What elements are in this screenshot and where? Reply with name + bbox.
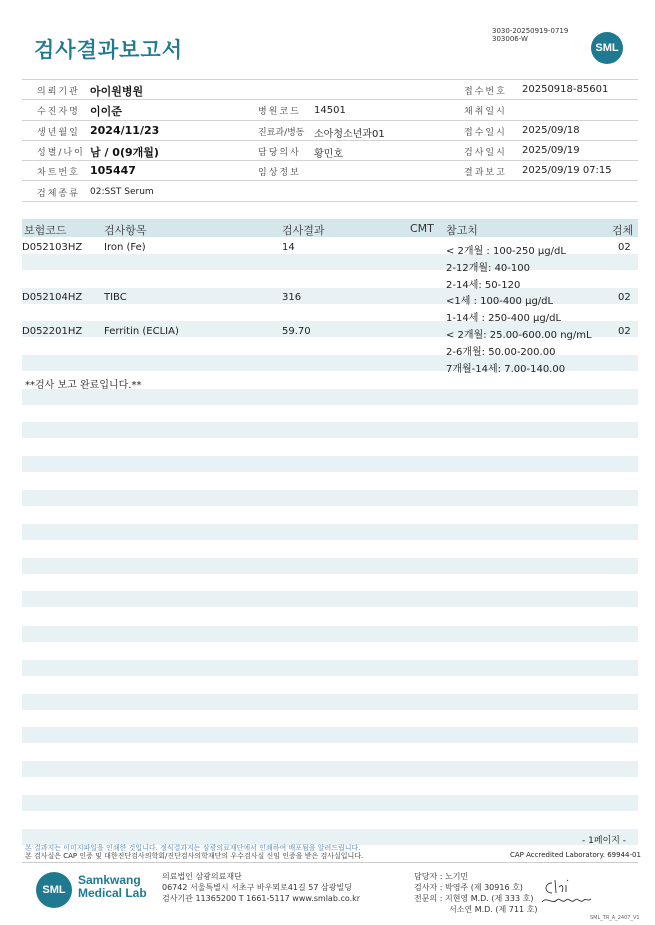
doctor-value: 황민호 bbox=[314, 149, 343, 160]
row-ref: < 2개월 : 100-250 μg/dL bbox=[446, 246, 566, 257]
table-stripe bbox=[22, 761, 638, 777]
table-stripe bbox=[22, 456, 638, 472]
req-org-label: 의뢰기관 bbox=[37, 87, 80, 97]
doc-no-line2: 303006-W bbox=[492, 35, 528, 43]
dob-label: 생년월일 bbox=[37, 128, 80, 138]
row-ref: 7개월-14세: 7.00-140.00 bbox=[446, 364, 566, 375]
chart-label: 차트번호 bbox=[37, 168, 80, 178]
row-ref: 2-14세: 50-120 bbox=[446, 280, 521, 291]
hosp-code-value: 14501 bbox=[314, 105, 346, 116]
document-number bbox=[492, 27, 568, 43]
col-result: 검사결과 bbox=[282, 224, 325, 237]
row-code: D052201HZ bbox=[22, 326, 83, 337]
col-specimen: 검체 bbox=[612, 224, 634, 237]
row-specimen: 02 bbox=[618, 292, 631, 303]
row-ref: < 2개월: 25.00-600.00 ng/mL bbox=[446, 330, 592, 341]
staff-manager: 담당자 : 노기민 bbox=[414, 872, 469, 881]
notice-image-copy: 본 결과지는 이미지파일을 인쇄한 것입니다. 정식결과지는 삼광의료재단에서 인쇄하여 배포됨을 알려드립니다. bbox=[25, 844, 361, 852]
row-ref: 1-14세 : 250-400 μg/dL bbox=[446, 313, 562, 324]
receipt-date-value: 2025/09/18 bbox=[522, 125, 580, 136]
col-ref: 참고치 bbox=[446, 224, 478, 237]
row-item: Iron (Fe) bbox=[104, 242, 146, 253]
doctor-label: 담당의사 bbox=[258, 148, 301, 158]
collect-date-label: 채취일시 bbox=[464, 107, 507, 117]
row-specimen: 02 bbox=[618, 242, 631, 253]
table-stripe bbox=[22, 558, 638, 574]
row-ref: 2-12개월: 40-100 bbox=[446, 263, 530, 274]
brand-line1: Samkwang bbox=[78, 873, 141, 887]
row-specimen: 02 bbox=[618, 326, 631, 337]
col-code: 보험코드 bbox=[24, 224, 67, 237]
staff-specialist-1: 전문의 : 지현영 M.D. (제 333 호) bbox=[414, 894, 534, 903]
row-item: TIBC bbox=[104, 292, 127, 303]
row-item: Ferritin (ECLIA) bbox=[104, 326, 179, 337]
table-stripe bbox=[22, 694, 638, 710]
results-table-header bbox=[22, 219, 638, 237]
row-result: 59.70 bbox=[282, 326, 311, 337]
row-ref: 2-6개월: 50.00-200.00 bbox=[446, 347, 556, 358]
form-code: SML_TR_A_2407_V1 bbox=[590, 915, 640, 921]
notice-cap: 본 검사실은 CAP 인증 및 대한진단검사의학회/진단검사의학재단의 우수검사실 신임 인증을 받은 검사실입니다. bbox=[25, 852, 364, 860]
test-date-label: 검사일시 bbox=[464, 148, 507, 158]
table-stripe bbox=[22, 660, 638, 676]
org-info bbox=[162, 871, 360, 904]
dob-value: 2024/11/23 bbox=[90, 124, 160, 137]
row-code: D052104HZ bbox=[22, 292, 83, 303]
receipt-no-label: 접수번호 bbox=[464, 87, 507, 97]
col-cmt: CMT bbox=[410, 222, 434, 235]
sex-age-label: 성별/나이 bbox=[37, 148, 85, 158]
staff-specialist-2: 서소연 M.D. (제 711 호) bbox=[449, 905, 538, 914]
specimen-label: 검체종류 bbox=[37, 189, 80, 199]
sml-logo: SML bbox=[591, 32, 623, 64]
report-complete-note: **검사 보고 완료입니다.** bbox=[25, 380, 142, 391]
table-stripe bbox=[22, 591, 638, 607]
row-code: D052103HZ bbox=[22, 242, 83, 253]
patient-label: 수진자명 bbox=[37, 107, 80, 117]
signature-image bbox=[538, 874, 594, 908]
page-number: - 1페이지 - bbox=[582, 836, 627, 846]
test-date-value: 2025/09/19 bbox=[522, 145, 580, 156]
cap-accreditation: CAP Accredited Laboratory. 69944-01 bbox=[510, 851, 641, 859]
table-stripe bbox=[22, 626, 638, 642]
brand-name bbox=[78, 874, 147, 900]
dept-label: 진료과/병동 bbox=[258, 128, 305, 138]
report-value: 2025/09/19 07:15 bbox=[522, 165, 612, 176]
row-ref: <1세 : 100-400 μg/dL bbox=[446, 296, 554, 307]
table-stripe bbox=[22, 389, 638, 405]
org-name: 의료법인 삼광의료재단 bbox=[162, 872, 242, 881]
table-stripe bbox=[22, 524, 638, 540]
receipt-date-label: 접수일시 bbox=[464, 128, 507, 138]
org-address: 06742 서울특별시 서초구 바우뫼로41길 57 삼광빌딩 bbox=[162, 883, 352, 892]
receipt-no-value: 20250918-85601 bbox=[522, 84, 609, 95]
dept-value: 소아청소년과01 bbox=[314, 129, 385, 140]
hosp-code-label: 병원코드 bbox=[258, 107, 301, 117]
sml-footer-logo: SML bbox=[36, 872, 72, 908]
table-stripe bbox=[22, 422, 638, 438]
chart-value: 105447 bbox=[90, 164, 136, 177]
row-result: 14 bbox=[282, 242, 295, 253]
doc-no-line1: 3030-20250919-0719 bbox=[492, 27, 569, 35]
clinical-label: 임상정보 bbox=[258, 168, 301, 178]
table-stripe bbox=[22, 727, 638, 743]
sex-age-value: 남 / 0(9개월) bbox=[90, 146, 159, 159]
staff-tester: 검사자 : 박영주 (제 30916 호) bbox=[414, 883, 523, 892]
table-stripe bbox=[22, 490, 638, 506]
staff-info bbox=[414, 871, 537, 915]
report-label: 결과보고 bbox=[464, 168, 507, 178]
report-title: 검사결과보고서 bbox=[34, 38, 184, 62]
req-org-value: 아이원병원 bbox=[90, 85, 144, 98]
patient-value: 이이준 bbox=[90, 105, 122, 118]
col-item: 검사항목 bbox=[104, 224, 147, 237]
brand-line2: Medical Lab bbox=[78, 886, 147, 900]
table-stripe bbox=[22, 795, 638, 811]
org-contact: 검사기관 11365200 T 1661-5117 www.smlab.co.kr bbox=[162, 894, 361, 903]
row-result: 316 bbox=[282, 292, 302, 303]
specimen-value: 02:SST Serum bbox=[90, 187, 154, 197]
